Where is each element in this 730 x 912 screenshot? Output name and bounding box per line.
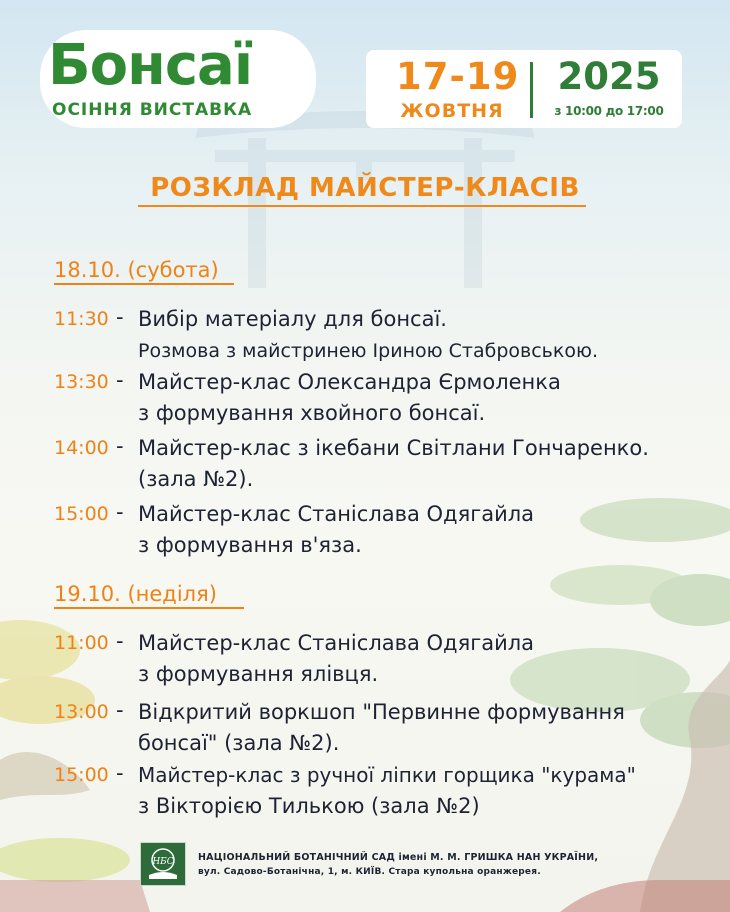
date-range: 17-19 bbox=[396, 55, 520, 98]
event-dash: - bbox=[116, 305, 124, 329]
event-time: 13:30 bbox=[54, 371, 109, 393]
garden-name: НАЦІОНАЛЬНИЙ БОТАНІЧНИЙ САД імені М. М. ГРИШКА НАН УКРАЇНИ, bbox=[198, 852, 599, 863]
garden-logo-icon bbox=[141, 843, 185, 885]
event-line: Майстер-клас Станіслава Одягайла bbox=[138, 631, 535, 655]
event-dash: - bbox=[116, 761, 124, 785]
event-time: 11:00 bbox=[54, 632, 109, 654]
event-line: (зала №2). bbox=[138, 467, 254, 491]
event-dash: - bbox=[116, 434, 124, 458]
day-heading-saturday: 18.10. (субота) bbox=[54, 258, 219, 282]
day-underline bbox=[54, 607, 244, 609]
event-line: з формування хвойного бонсаї. bbox=[138, 401, 486, 425]
event-dash: - bbox=[116, 368, 124, 392]
opening-hours: з 10:00 до 17:00 bbox=[554, 104, 664, 118]
event-line: з Вікторією Тилькою (зала №2) bbox=[138, 794, 480, 818]
event-line: Відкритий воркшоп "Первинне формування bbox=[138, 700, 625, 724]
logo-subtitle: ОСІННЯ ВИСТАВКА bbox=[52, 100, 253, 120]
botanical-garden-logo bbox=[140, 842, 186, 886]
garden-logo-letters: НБС bbox=[152, 857, 174, 867]
event-line: Майстер-клас з ікебани Світлани Гончаренко. bbox=[138, 436, 649, 460]
day-heading-sunday: 19.10. (неділя) bbox=[54, 582, 217, 606]
event-line: Вибір матеріалу для бонсаї. bbox=[138, 307, 447, 331]
event-time: 14:00 bbox=[54, 437, 109, 459]
page-title: РОЗКЛАД МАЙСТЕР-КЛАСІВ bbox=[150, 173, 580, 203]
event-time: 11:30 bbox=[54, 308, 109, 330]
event-line: з формування ялівця. bbox=[138, 662, 379, 686]
logo-word: Бонсаї bbox=[48, 33, 253, 98]
garden-address: вул. Садово-Ботанічна, 1, м. КИЇВ. Стара купольна оранжерея. bbox=[198, 867, 541, 877]
day-underline bbox=[54, 283, 234, 285]
event-dash: - bbox=[116, 698, 124, 722]
event-line: Майстер-клас з ручної ліпки горщика "курама" bbox=[138, 763, 636, 787]
event-time: 13:00 bbox=[54, 701, 109, 723]
event-line: Майстер-клас Олександра Єрмоленка bbox=[138, 370, 561, 394]
event-dash: - bbox=[116, 500, 124, 524]
date-divider bbox=[530, 62, 533, 118]
date-month: ЖОВТНЯ bbox=[400, 100, 504, 122]
event-line: Розмова з майстринею Іриною Стабровською. bbox=[138, 340, 599, 362]
event-line: бонсаї" (зала №2). bbox=[138, 731, 340, 755]
event-line: Майстер-клас Станіслава Одягайла bbox=[138, 502, 535, 526]
title-underline bbox=[138, 205, 586, 207]
event-time: 15:00 bbox=[54, 503, 109, 525]
event-dash: - bbox=[116, 629, 124, 653]
date-year: 2025 bbox=[557, 55, 661, 98]
event-line: з формування в'яза. bbox=[138, 533, 362, 557]
event-time: 15:00 bbox=[54, 764, 109, 786]
